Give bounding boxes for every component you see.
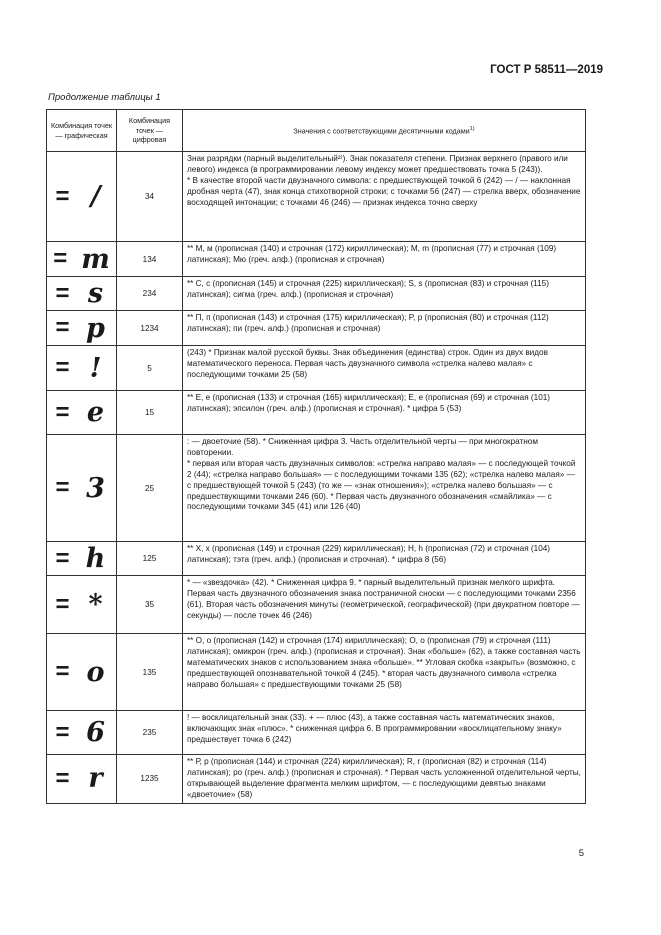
table-header-row <box>47 110 586 152</box>
description-cell: (243) * Признак малой русской буквы. Знак объединения (единства) строк. Один из двух видов математического переноса. Первая часть двузначного символа «стрелка налево малая» с последующими точками 25 (58) <box>183 346 586 391</box>
digital-code-cell: 15 <box>117 391 183 435</box>
description-cell: ** Е, е (прописная (133) и строчная (165) кириллическая); E, e (прописная (69) и строчная (101) латинская); эпсилон (греч. алф.) (прописная и строчная). * цифра 5 (53) <box>183 391 586 435</box>
table-continuation-caption: Продолжение таблицы 1 <box>48 92 161 103</box>
table-row <box>47 711 586 755</box>
symbol-character: 3 <box>86 472 105 504</box>
digital-code-cell: 235 <box>117 711 183 755</box>
digital-code-cell: 34 <box>117 152 183 242</box>
table-header <box>47 110 586 152</box>
page-number: 5 <box>578 848 584 859</box>
description-cell: ** П, п (прописная (143) и строчная (175) кириллическая); P, p (прописная (80) и строчная (112) латинская); пи (греч. алф.) (прописная и строчная) <box>183 311 586 346</box>
braille-glyph <box>55 763 107 795</box>
symbol-character: / <box>90 181 101 212</box>
description-cell: ** М, м (прописная (140) и строчная (172) кириллическая); M, m (прописная (77) и строчная (109) латинская); Мю (греч. алф.) (прописная и строчная) <box>183 242 586 277</box>
symbol-character: s <box>87 278 104 309</box>
equals-sign: = <box>55 474 70 501</box>
equals-sign: = <box>53 245 68 272</box>
graphic-symbol-cell <box>47 634 117 711</box>
digital-code-cell: 25 <box>117 435 183 542</box>
graphic-symbol-cell <box>47 391 117 435</box>
equals-sign: = <box>55 182 70 210</box>
digital-code-cell: 5 <box>117 346 183 391</box>
table-row <box>47 242 586 277</box>
symbol-character: * <box>88 589 103 620</box>
symbol-character: ! <box>89 352 102 384</box>
table-row <box>47 542 586 576</box>
equals-sign: = <box>55 764 70 792</box>
table-row <box>47 311 586 346</box>
symbol-character: r <box>88 763 103 795</box>
digital-code-cell: 35 <box>117 576 183 634</box>
table-row <box>47 346 586 391</box>
braille-glyph <box>55 352 107 384</box>
symbol-character: p <box>86 312 105 344</box>
equals-sign: = <box>55 718 70 746</box>
description-cell: ! — восклицательный знак (33). + — плюс (43), а также составная часть математических знаков, включающих знак «плюс». * сниженная цифра 6. В программировании «восклицательному знаку» предшествует точка 6 (242) <box>183 711 586 755</box>
digital-code-cell: 135 <box>117 634 183 711</box>
symbol-character: 6 <box>86 717 105 748</box>
braille-glyph <box>55 591 107 618</box>
description-cell: ** Р, р (прописная (144) и строчная (224) кириллическая); R, r (прописная (82) и строчная (114) латинская); ро (греч. алф.) (прописная и строчная). * Первая часть усложненной отделительной черты, открывающей выделение фрагмента мелким шрифтом, — с последующими девятью знаками «двоеточие» (58) <box>183 755 586 804</box>
description-cell: ** О, о (прописная (142) и строчная (174) кириллическая); O, o (прописная (79) и строчная (111) латинская); омикрон (греч. алф.) (прописная и строчная). Знак «больше» (62), а также составная часть математических знаков с использованием знака «больше». ** Угловая скобка «закрыть» (возможно, с предшествующей опознавательной точкой 4 (245). * вторая часть двузначного символа «стрелка направо большая» с предшествующими точками 25 (58) <box>183 634 586 711</box>
graphic-symbol-cell <box>47 711 117 755</box>
braille-glyph <box>55 656 107 688</box>
braille-glyph <box>55 399 107 426</box>
braille-glyph <box>55 312 107 344</box>
braille-glyph <box>55 545 107 572</box>
description-cell: * — «звездочка» (42). * Сниженная цифра 9. * парный выделительный признак мелкого шрифта. Первая часть двузначного обозначения знака постраничной сноски — с последующими точками 2356 (61). Вторая часть обозначения минуты (геометрической, географической) (при двукратном повторе — секунды) — после точек 46 (246) <box>183 576 586 634</box>
table-body <box>47 152 586 804</box>
table-row <box>47 277 586 311</box>
graphic-symbol-cell <box>47 576 117 634</box>
equals-sign: = <box>55 590 70 618</box>
graphic-symbol-cell <box>47 755 117 804</box>
description-cell: ** Х, х (прописная (149) и строчная (229) кириллическая); H, h (прописная (72) и строчная (104) латинская); тэта (греч. алф.) (прописная и строчная). * цифра 8 (56) <box>183 542 586 576</box>
table-row <box>47 435 586 542</box>
digital-code-cell: 1234 <box>117 311 183 346</box>
description-cell: ** С, с (прописная (145) и строчная (225) кириллическая); S, s (прописная (83) и строчная (115) латинская); сигма (греч. алф.) (прописная и строчная) <box>183 277 586 311</box>
description-cell: : — двоеточие (58). * Сниженная цифра 3. Часть отделительной черты — при многократном повторении. * первая или вторая часть двузначных символов: «стрелка направо малая» — с последующей точкой 2 (44); «стрелка направо большая» — с последующими точками 135 (62); «стрелка налево малая» — с предшествующей точкой 5 (243) (то же — «знак отношения»); «стрелка налево большая» — с предшествующими точками 246 (60). * Первая часть двузначного обозначения «смайлика» — с последующими точками 345 (41) или 126 (40) <box>183 435 586 542</box>
symbol-character: h <box>85 543 106 574</box>
equals-sign: = <box>55 314 70 341</box>
digital-code-cell: 125 <box>117 542 183 576</box>
equals-sign: = <box>55 658 70 685</box>
header-values <box>183 110 586 152</box>
graphic-symbol-cell <box>47 311 117 346</box>
digital-code-cell: 234 <box>117 277 183 311</box>
table-row <box>47 152 586 242</box>
table-row <box>47 755 586 804</box>
symbol-character: m <box>81 243 110 275</box>
braille-table <box>46 109 586 804</box>
table-row <box>47 634 586 711</box>
digital-code-cell: 1235 <box>117 755 183 804</box>
graphic-symbol-cell <box>47 242 117 277</box>
graphic-symbol-cell <box>47 435 117 542</box>
graphic-symbol-cell <box>47 277 117 311</box>
header-values-text: Значения с соответствующими десятичными кодами <box>293 126 470 136</box>
symbol-character: o <box>86 656 105 688</box>
table-row <box>47 391 586 435</box>
graphic-symbol-cell <box>47 152 117 242</box>
equals-sign: = <box>55 544 70 572</box>
braille-glyph <box>53 243 110 275</box>
graphic-symbol-cell <box>47 346 117 391</box>
braille-glyph <box>55 280 107 307</box>
braille-glyph <box>55 719 107 746</box>
header-digital-combination: Комбинация точек — цифровая <box>117 110 183 152</box>
header-graphic-combination: Комбинация точек — графическая <box>47 110 117 152</box>
equals-sign: = <box>55 398 70 426</box>
table-row <box>47 576 586 634</box>
equals-sign: = <box>55 354 70 381</box>
digital-code-cell: 134 <box>117 242 183 277</box>
description-cell: Знак разрядки (парный выделительный²⁾). Знак показателя степени. Признак верхнего (правого или левого) индекса (в программировании левому индексу может предшествовать точка 5 (243)). * В качестве второй части двузначного символа: с предшествующей точкой 6 (242) — / — наклонная дробная черта (47), знак конца стихотворной строки; с точками 56 (247) — стрелка вверх, обозначение восходящей интонации; с точками 46 (246) — признак индекса точно сверху <box>183 152 586 242</box>
graphic-symbol-cell <box>47 542 117 576</box>
symbol-character: e <box>86 397 105 428</box>
braille-glyph <box>55 472 107 504</box>
equals-sign: = <box>55 279 70 307</box>
braille-glyph <box>55 183 107 210</box>
header-values-footnote: 1) <box>469 126 475 133</box>
document-code: ГОСТ Р 58511—2019 <box>490 64 603 76</box>
